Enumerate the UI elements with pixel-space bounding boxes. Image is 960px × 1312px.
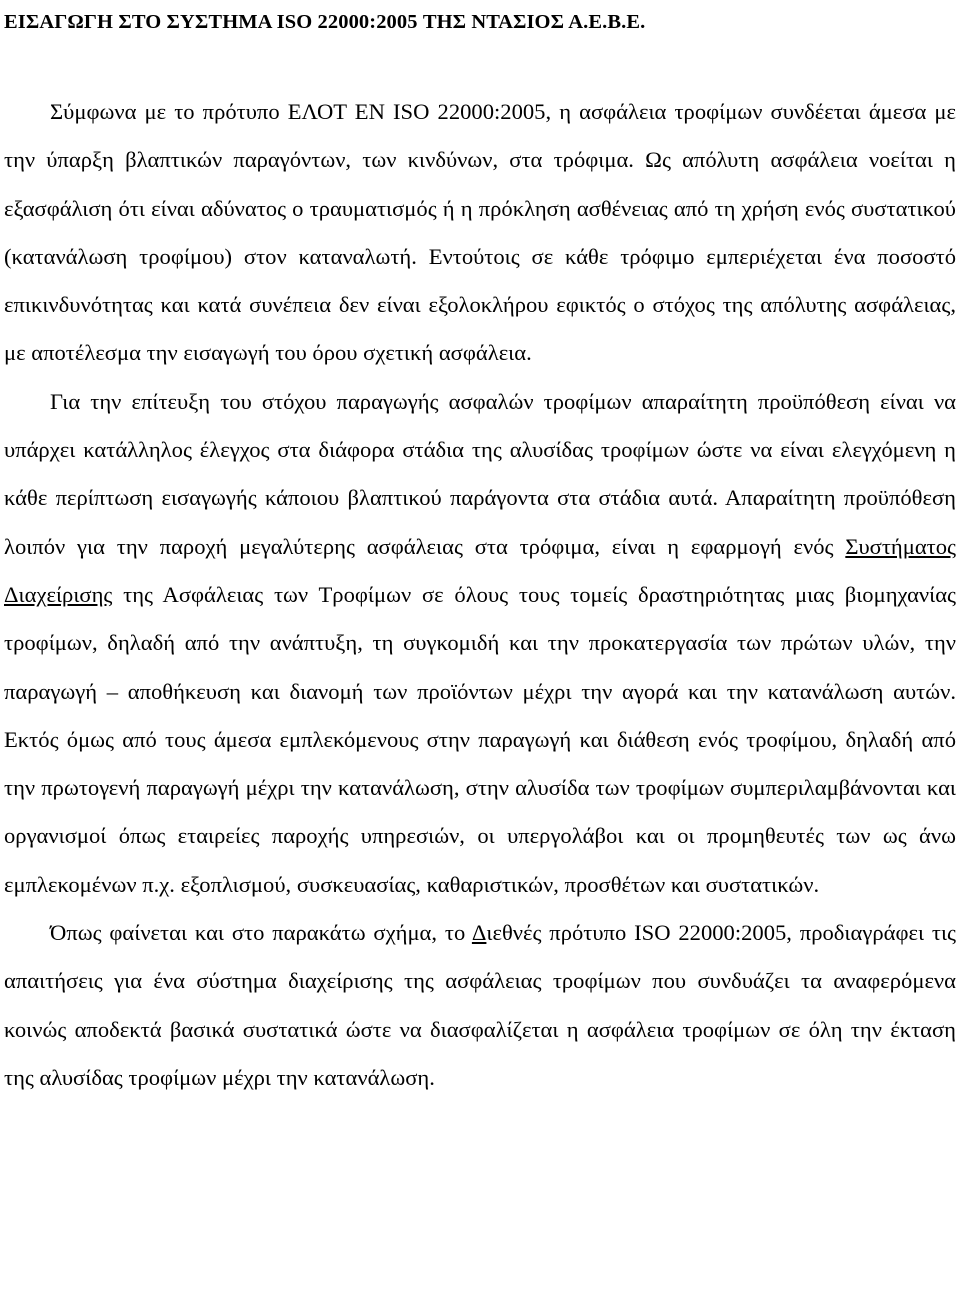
- paragraph-text-part: της Ασφάλειας των Τροφίμων σε όλους τους τομείς δραστηριότητας μιας βιομηχανίας τροφίμων, δηλαδή από την ανάπτυξη, τη συγκομιδή και την προκατεργασία των πρώτων υλών, την παραγωγή – αποθήκευση και διανομή των προϊόντων μέχρι την αγορά και την κατανάλωση αυτών. Εκτός όμως από τους άμεσα εμπλεκόμενους στην παραγωγή και διάθεση ενός τροφίμου, δηλαδή από την πρωτογενή παραγωγή μέχρι την κατανάλωση, στην αλυσίδα των τροφίμων συμπεριλαμβάνονται και οργανισμοί όπως εταιρείες παροχής υπηρεσιών, οι υπεργολάβοι και οι προμηθευτές των ως άνω εμπλεκομένων π.χ. εξοπλισμού, συσκευασίας, καθαριστικών, προσθέτων και συστατικών.: [4, 581, 956, 897]
- document-page: [4, 0, 956, 1102]
- underlined-letter: Δ: [471, 920, 487, 946]
- sentence-absolute-safety: Ως απόλυτη ασφάλεια νοείται η εξασφάλιση ότι είναι αδύνατος ο τραυματισμός ή η πρόκληση ασθένειας από τη χρήση ενός συστατικού (κατανάλωση τροφίμου) στον καταναλωτή.: [4, 147, 956, 269]
- paragraph-text-part: Για την επίτευξη του στόχου παραγωγής ασφαλών τροφίμων απαραίτητη προϋπόθεση είναι να υπάρχει κατάλληλος έλεγχος στα διάφορα στάδια της αλυσίδας τροφίμων ώστε να είναι ελεγχόμενη η κάθε περίπτωση εισαγωγής κάποιου βλαπτικού παράγοντα στα στάδια αυτά. Απαραίτητη προϋπόθεση λοιπόν για την παροχή μεγαλύτερης ασφάλειας στα τρόφιμα, είναι η εφαρμογή ενός: [4, 388, 956, 559]
- underlined-term: Συστήματος Διαχείρισης: [4, 533, 956, 607]
- paragraph-text-part: Όπως φαίνεται και στο παρακάτω σχήμα, το: [50, 920, 466, 946]
- sentence-iso-standard: Σύμφωνα με το πρότυπο ΕΛΟΤ ΕΝ ISO 22000:2005, η ασφάλεια τροφίμων συνδέεται άμεσα με την ύπαρξη βλαπτικών παραγόντων, των κινδύνων, στα τρόφιμα.: [4, 99, 956, 173]
- paragraph-food-chain-control: [4, 378, 956, 909]
- document-title: ΕΙΣΑΓΩΓΗ ΣΤΟ ΣΥΣΤΗΜΑ ISO 22000:2005 ΤΗΣ ΝΤΑΣΙΟΣ Α.Ε.Β.Ε.: [4, 11, 646, 33]
- paragraph-food-safety-definition: [4, 88, 956, 378]
- paragraph-text-part: ιεθνές πρότυπο ISO 22000:2005, προδιαγράφει τις απαιτήσεις για ένα σύστημα διαχείρισης της ασφάλειας τροφίμων που συνδυάζει τα αναφερόμενα κοινώς αποδεκτά βασικά συστατικά ώστε να διασφαλίζεται η ασφάλεια τροφίμων σε όλη την έκταση της αλυσίδας τροφίμων μέχρι την κατανάλωση.: [4, 920, 957, 1090]
- paragraph-iso-requirements: [4, 909, 956, 1102]
- document-body: [4, 88, 956, 1102]
- sentence-relative-safety: Εντούτοις σε κάθε τρόφιμο εμπεριέχεται ένα ποσοστό επικινδυνότητας και κατά συνέπεια δεν είναι εξολοκλήρου εφικτός ο στόχος της απόλυτης ασφάλειας, με αποτέλεσμα την εισαγωγή του όρου σχετική ασφάλεια.: [4, 243, 957, 366]
